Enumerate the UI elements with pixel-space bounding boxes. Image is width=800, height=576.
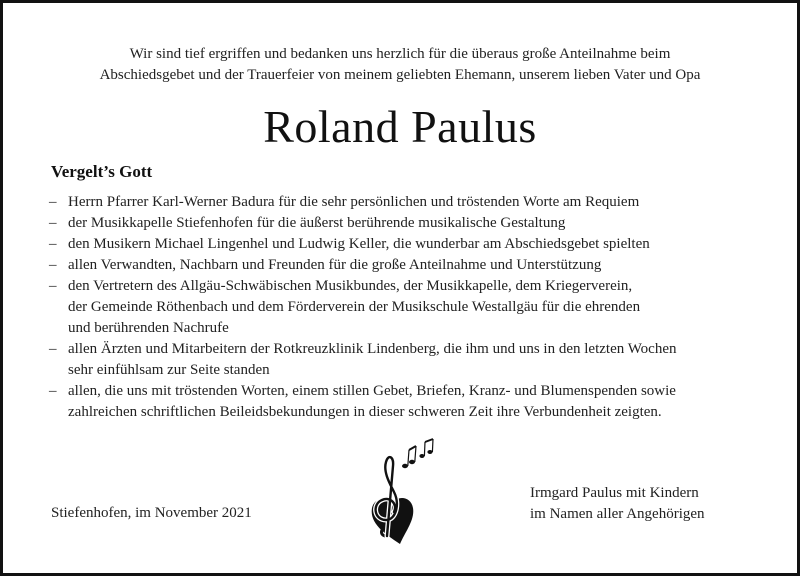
list-item (49, 234, 677, 255)
signature-line: im Namen aller Angehörigen (530, 506, 705, 522)
list-item-line: Herrn Pfarrer Karl-Werner Badura für die sehr persönlichen und tröstenden Worte am Requiem (68, 194, 640, 210)
list-item-line: der Gemeinde Röthenbach und dem Förderverein der Musikschule Westallgäu für die ehrenden (68, 299, 641, 315)
dash-marker: – (49, 341, 57, 357)
list-item (49, 255, 677, 276)
list-item-line: allen Verwandten, Nachbarn und Freunden für die große Anteilnahme und Unterstützung (68, 257, 602, 273)
list-item-line: sehr einfühlsam zur Seite standen (68, 362, 270, 378)
thanks-list (49, 192, 677, 423)
dash-marker: – (49, 194, 57, 210)
dash-marker: – (49, 215, 57, 231)
intro-line: Wir sind tief ergriffen und bedanken uns herzlich für die überaus große Anteilnahme beim (129, 46, 671, 62)
list-item (49, 213, 677, 234)
list-item (49, 381, 677, 423)
signature (530, 483, 705, 525)
list-item (49, 192, 677, 213)
dash-marker: – (49, 257, 57, 273)
thanks-heading: Vergelt’s Gott (51, 162, 153, 181)
list-item-line: allen Ärzten und Mitarbeitern der Rotkreuzklinik Lindenberg, die ihm und uns in den letzten Wochen (68, 341, 677, 357)
list-item-line: den Vertretern des Allgäu-Schwäbischen Musikbundes, der Musikkapelle, dem Kriegerverein, (68, 278, 633, 294)
list-item (49, 276, 677, 339)
list-item-line: den Musikern Michael Lingenhel und Ludwig Keller, die wunderbar am Abschiedsgebet spielten (68, 236, 650, 252)
place-date: Stiefenhofen, im November 2021 (51, 505, 252, 521)
intro-line: Abschiedsgebet und der Trauerfeier von meinem geliebten Ehemann, unserem lieben Vater und Opa (99, 67, 701, 83)
deceased-name: Roland Paulus (263, 101, 537, 152)
list-item (49, 339, 677, 381)
list-item-line: zahlreichen schriftlichen Beileidsbekundungen in dieser schweren Zeit ihre Verbundenheit zeigten. (68, 404, 662, 420)
list-item-line: der Musikkapelle Stiefenhofen für die äußerst berührende musikalische Gestaltung (68, 215, 566, 231)
treble-clef-heart-icon (360, 436, 442, 552)
intro-text (0, 44, 800, 86)
list-item-line: und berührenden Nachrufe (68, 320, 229, 336)
signature-line: Irmgard Paulus mit Kindern (530, 485, 699, 501)
dash-marker: – (49, 383, 57, 399)
dash-marker: – (49, 278, 57, 294)
dash-marker: – (49, 236, 57, 252)
list-item-line: allen, die uns mit tröstenden Worten, einem stillen Gebet, Briefen, Kranz- und Blumenspenden sowie (68, 383, 676, 399)
